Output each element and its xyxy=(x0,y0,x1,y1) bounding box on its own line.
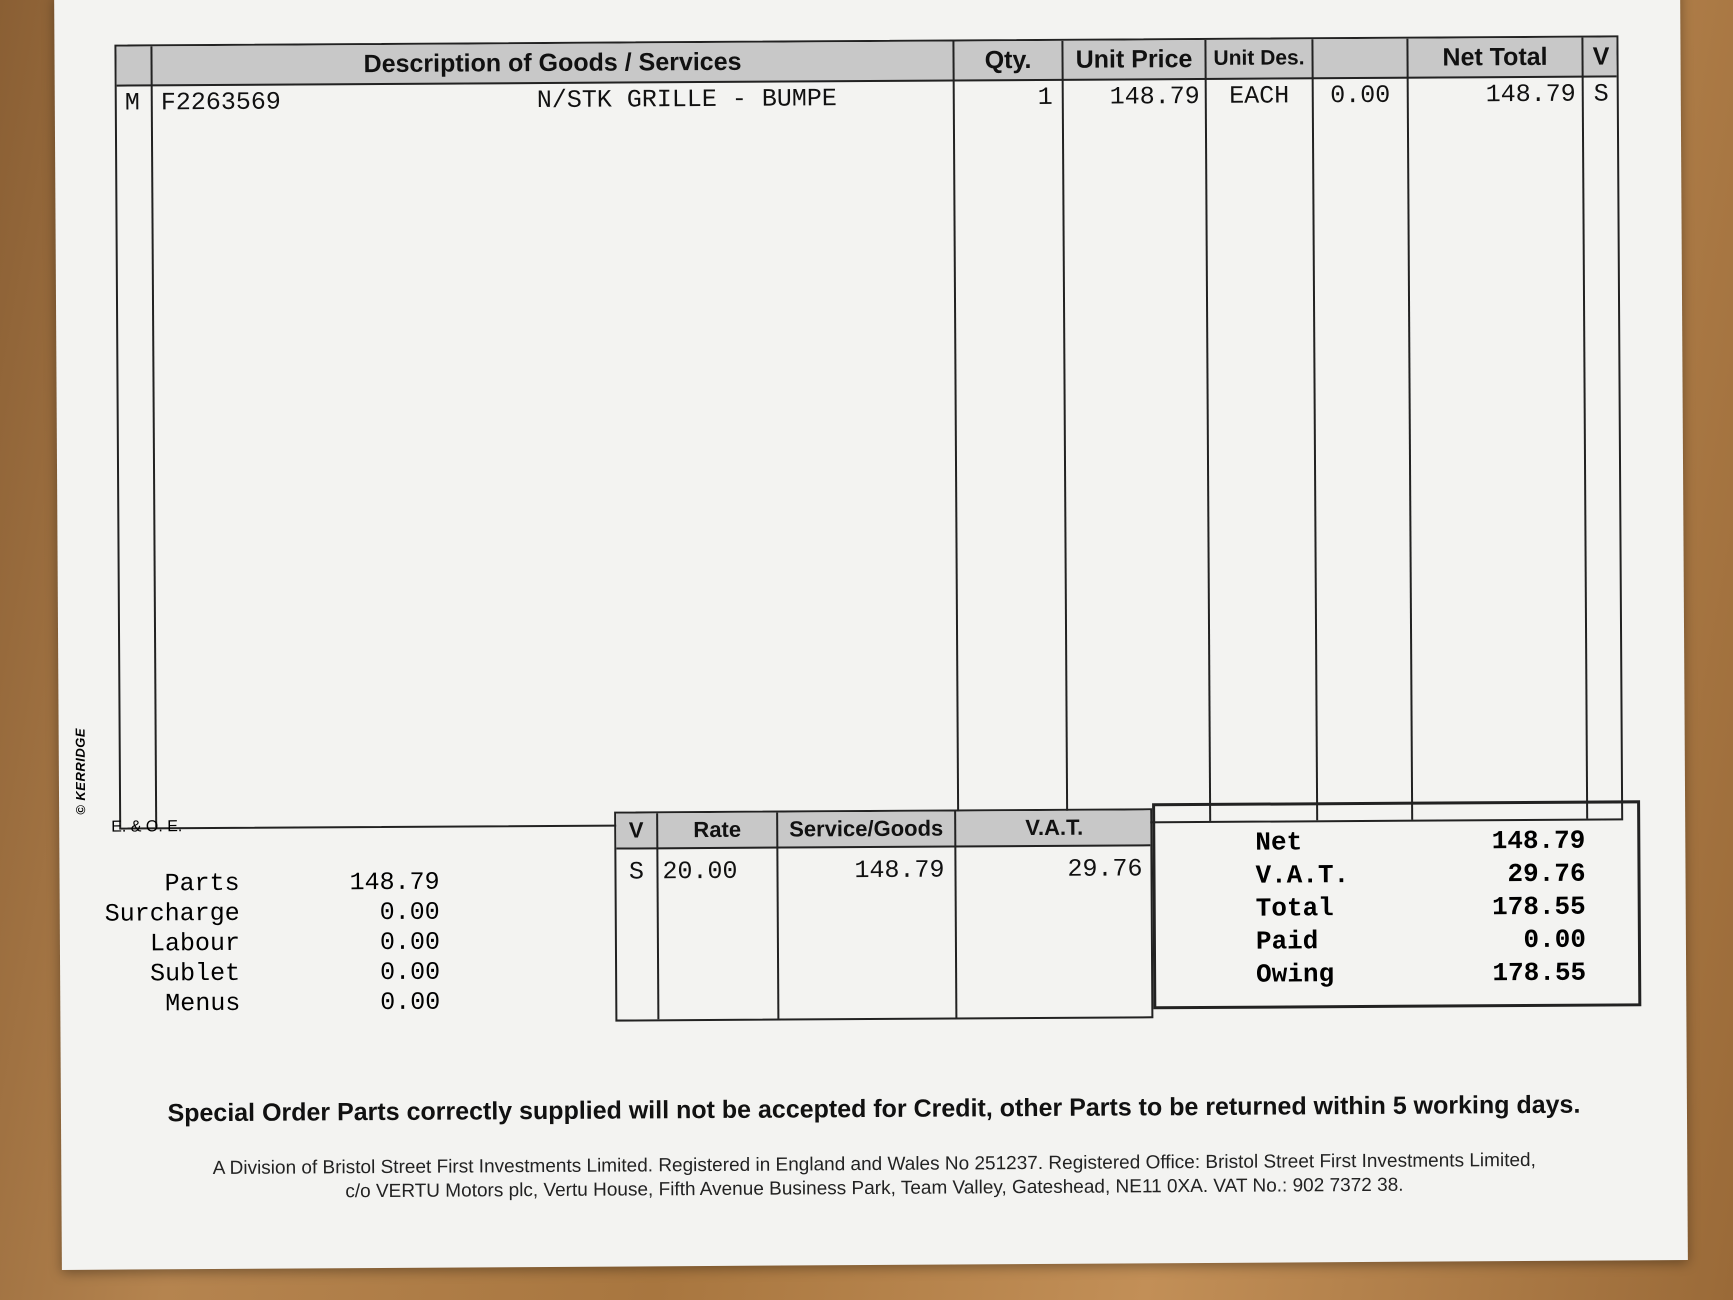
row-unit-des: EACH xyxy=(1229,81,1290,111)
totals-row-vat xyxy=(1155,858,1637,894)
totals-value: 0.00 xyxy=(1523,924,1587,956)
footer-line-1: A Division of Bristol Street First Investments Limited. Registered in England and Wales No 251237. Registered Office: Bristol Street First Investments Limited, xyxy=(212,1149,1536,1180)
footer-line-2: c/o VERTU Motors plc, Vertu House, Fifth Avenue Business Park, Team Valley, Gateshead, NE11 0XA. VAT No.: 902 7372 38. xyxy=(345,1174,1404,1203)
totals-label: Paid xyxy=(1255,926,1319,957)
summary-row xyxy=(60,987,520,1021)
vat-row-rate: 20.00 xyxy=(662,856,738,887)
totals-label: Total xyxy=(1255,893,1334,924)
totals-label: V.A.T. xyxy=(1255,860,1350,891)
row-description: N/STK GRILLE - BUMPE xyxy=(536,84,837,116)
totals-label: Net xyxy=(1255,827,1303,858)
header-qty: Qty. xyxy=(984,46,1032,75)
vat-row-service-goods: 148.79 xyxy=(854,855,945,886)
totals-value: 178.55 xyxy=(1492,957,1587,989)
header-net-total: Net Total xyxy=(1442,42,1548,72)
totals-row-total xyxy=(1156,891,1638,927)
totals-box xyxy=(1152,800,1641,1009)
summary-value: 148.79 xyxy=(349,867,440,898)
header-description: Description of Goods / Services xyxy=(363,47,742,79)
row-type: M xyxy=(124,88,140,118)
summary-label: Parts xyxy=(164,868,240,899)
totals-label: Owing xyxy=(1256,959,1335,990)
items-table xyxy=(114,35,1623,829)
summary-row xyxy=(60,927,520,961)
totals-row-owing xyxy=(1156,957,1638,993)
totals-value: 29.76 xyxy=(1507,858,1586,890)
totals-row-paid xyxy=(1156,924,1638,960)
returns-notice: Special Order Parts correctly supplied will not be accepted for Credit, other Parts to be returned within 5 working days. xyxy=(167,1090,1581,1128)
summary-label: Surcharge xyxy=(104,898,240,929)
row-qty: 1 xyxy=(1037,82,1053,112)
row-unit-price: 148.79 xyxy=(1109,81,1200,112)
totals-value: 178.55 xyxy=(1492,891,1586,923)
summary-value: 0.00 xyxy=(380,987,441,1018)
summary-value: 0.00 xyxy=(379,897,440,928)
vat-header-vat: V.A.T. xyxy=(1025,814,1084,841)
summary-label: Sublet xyxy=(149,958,241,989)
header-unit-des: Unit Des. xyxy=(1213,46,1305,70)
summary-label: Menus xyxy=(165,988,241,1019)
vat-row-vat: 29.76 xyxy=(1067,854,1143,884)
kerridge-mark: © KERRIDGE xyxy=(72,727,89,815)
header-v: V xyxy=(1592,42,1610,71)
row-code: F2263569 xyxy=(160,87,281,118)
vat-header-v: V xyxy=(628,817,644,843)
summary-value: 0.00 xyxy=(379,927,441,958)
vat-header-rate: Rate xyxy=(693,816,742,843)
summary-value: 0.00 xyxy=(379,957,441,988)
summary-row xyxy=(59,867,519,901)
eoe-note: E. & O. E. xyxy=(111,818,183,836)
invoice-page xyxy=(54,0,1688,1270)
row-discount: 0.00 xyxy=(1330,80,1391,111)
summary-row xyxy=(60,957,520,991)
row-v: S xyxy=(1593,79,1609,109)
summary-label: Labour xyxy=(149,928,241,959)
company-footer xyxy=(181,1149,1567,1205)
vat-row-v: S xyxy=(628,857,645,887)
header-unit-price: Unit Price xyxy=(1075,45,1193,74)
summary-row xyxy=(60,897,520,931)
vat-header-service-goods: Service/Goods xyxy=(789,815,944,842)
totals-row-net xyxy=(1155,825,1637,861)
row-net-total: 148.79 xyxy=(1485,79,1576,110)
totals-value: 148.79 xyxy=(1491,825,1586,857)
vat-analysis-table xyxy=(614,808,1153,1021)
